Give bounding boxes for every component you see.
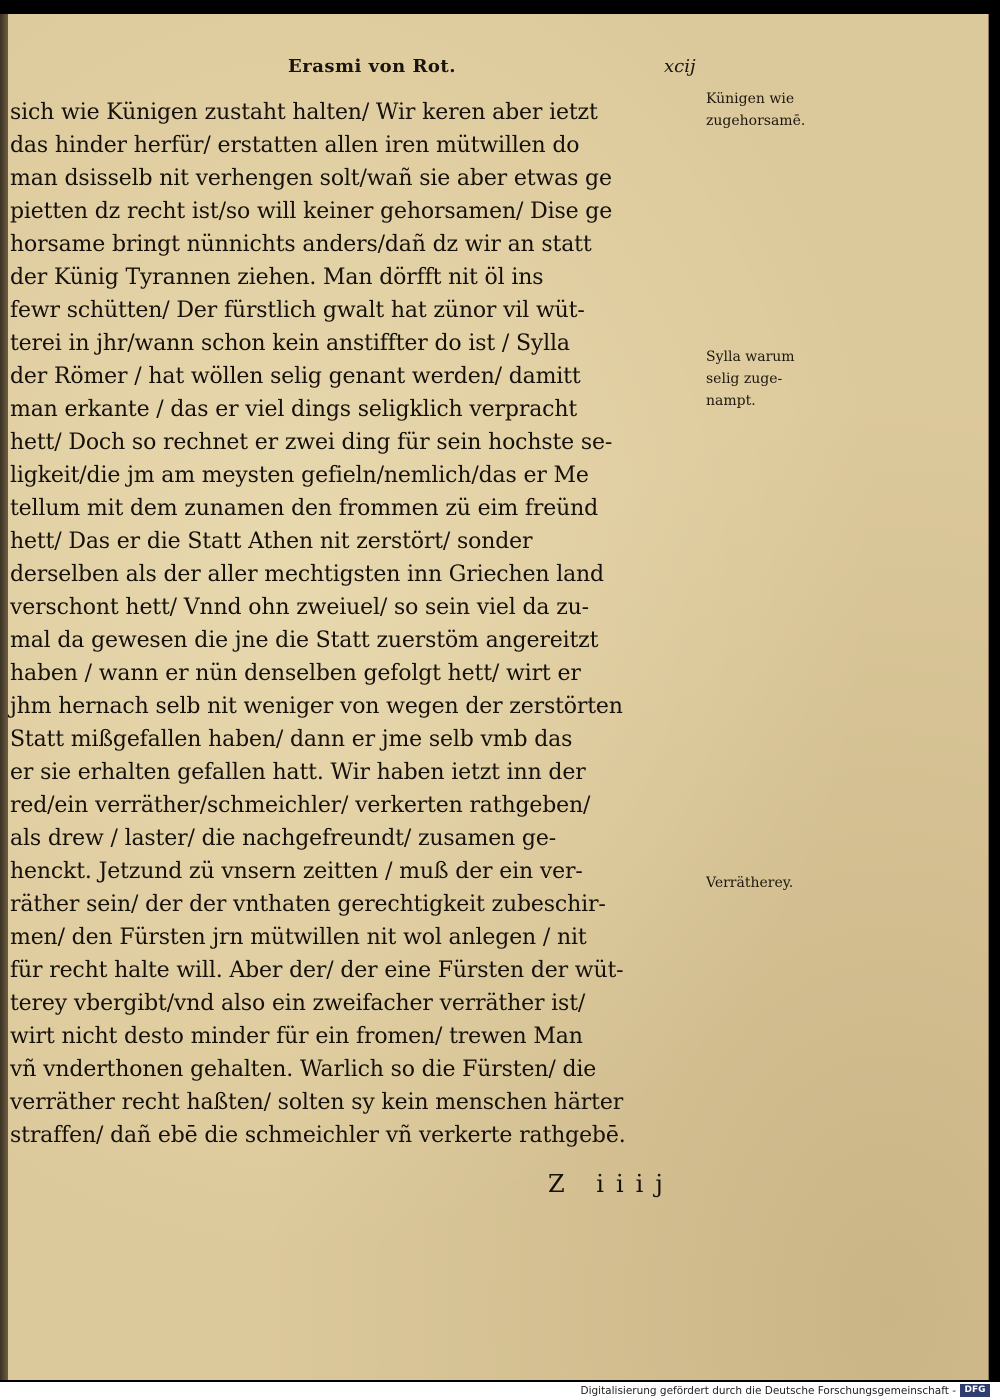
text-line: mal da gewesen die jne die Statt zuerstöm angereitzt [10, 627, 599, 653]
running-head [0, 44, 988, 94]
marginal-note-line: selig zuge- [706, 371, 783, 387]
text-line: tellum mit dem zunamen den frommen zü eim freünd [10, 495, 599, 521]
text-line: pietten dz recht ist/so will keiner gehorsamen/ Dise ge [10, 198, 613, 224]
marginal-note-sylla [706, 346, 856, 412]
text-line: er sie erhalten gefallen hatt. Wir haben ietzt inn der [10, 759, 586, 785]
marginal-note-line: nampt. [706, 393, 756, 409]
text-line: terey vbergibt/vnd also ein zweifacher verräther ist/ [10, 990, 586, 1016]
text-line: vñ vnderthonen gehalten. Warlich so die Fürsten/ die [10, 1056, 597, 1082]
text-line: für recht halte will. Aber der/ der eine Fürsten der wüt- [10, 957, 624, 983]
text-line: man erkante / das er viel dings seligklich verpracht [10, 396, 578, 422]
marginal-note-verraetherey [706, 872, 856, 894]
text-line: wirt nicht desto minder für ein fromen/ trewen Man [10, 1023, 583, 1049]
text-line: fewr schütten/ Der fürstlich gwalt hat zünor vil wüt- [10, 297, 585, 323]
text-line: henckt. Jetzund zü vnsern zeitten / muß der ein ver- [10, 858, 583, 884]
marginal-note-line: Sylla warum [706, 349, 795, 365]
text-line: jhm hernach selb nit weniger von wegen der zerstörten [10, 693, 623, 719]
dfg-logo: DFG [960, 1384, 990, 1397]
running-head-title: Erasmi von Rot. [288, 56, 457, 77]
footer-credit: Digitalisierung gefördert durch die Deutsche Forschungsgemeinschaft - [580, 1385, 956, 1397]
text-line: der Künig Tyrannen ziehen. Man dörfft nit öl ins [10, 264, 544, 290]
signature-mark: Z iiij [548, 1170, 675, 1198]
text-line: verschont hett/ Vnnd ohn zweiuel/ so sein viel da zu- [10, 594, 589, 620]
text-line: derselben als der aller mechtigsten inn Griechen land [10, 561, 604, 587]
text-line: man dsisselb nit verhengen solt/wañ sie aber etwas ge [10, 165, 612, 191]
text-line: als drew / laster/ die nachgefreundt/ zusamen ge- [10, 825, 556, 851]
marginal-note-line: Künigen wie [706, 91, 795, 107]
folio-number: xcij [664, 56, 696, 77]
marginal-note-line: Verrätherey. [706, 875, 794, 891]
text-line: horsame bringt nünnichts anders/dañ dz wir an statt [10, 231, 592, 257]
text-line: red/ein verräther/schmeichler/ verkerten rathgeben/ [10, 792, 591, 818]
text-line: der Römer / hat wöllen selig genant werden/ damitt [10, 363, 581, 389]
text-line: das hinder herfür/ erstatten allen iren mütwillen do [10, 132, 580, 158]
binding-edge [0, 14, 8, 1380]
text-line: haben / wann er nün denselben gefolgt hett/ wirt er [10, 660, 581, 686]
text-line: straffen/ dañ ebē die schmeichler vñ verkerte rathgebē. [10, 1122, 626, 1148]
marginal-note-line: zugehorsamē. [706, 113, 806, 129]
text-line: men/ den Fürsten jrn mütwillen nit wol anlegen / nit [10, 924, 587, 950]
body-text [10, 96, 710, 1152]
text-line: räther sein/ der der vnthaten gerechtigkeit zubeschir- [10, 891, 606, 917]
text-line: ligkeit/die jm am meysten gefieln/nemlich/das er Me [10, 462, 589, 488]
text-line: Statt mißgefallen haben/ dann er jme selb vmb das [10, 726, 573, 752]
text-line: sich wie Künigen zustaht halten/ Wir keren aber ietzt [10, 99, 598, 125]
text-line: verräther recht haßten/ solten sy kein menschen härter [10, 1089, 624, 1115]
text-line: hett/ Doch so rechnet er zwei ding für sein hochste se- [10, 429, 613, 455]
marginal-note-kuenigen [706, 88, 856, 132]
text-line: hett/ Das er die Statt Athen nit zerstört/ sonder [10, 528, 533, 554]
text-line: terei in jhr/wann schon kein anstiffter do ist / Sylla [10, 330, 570, 356]
